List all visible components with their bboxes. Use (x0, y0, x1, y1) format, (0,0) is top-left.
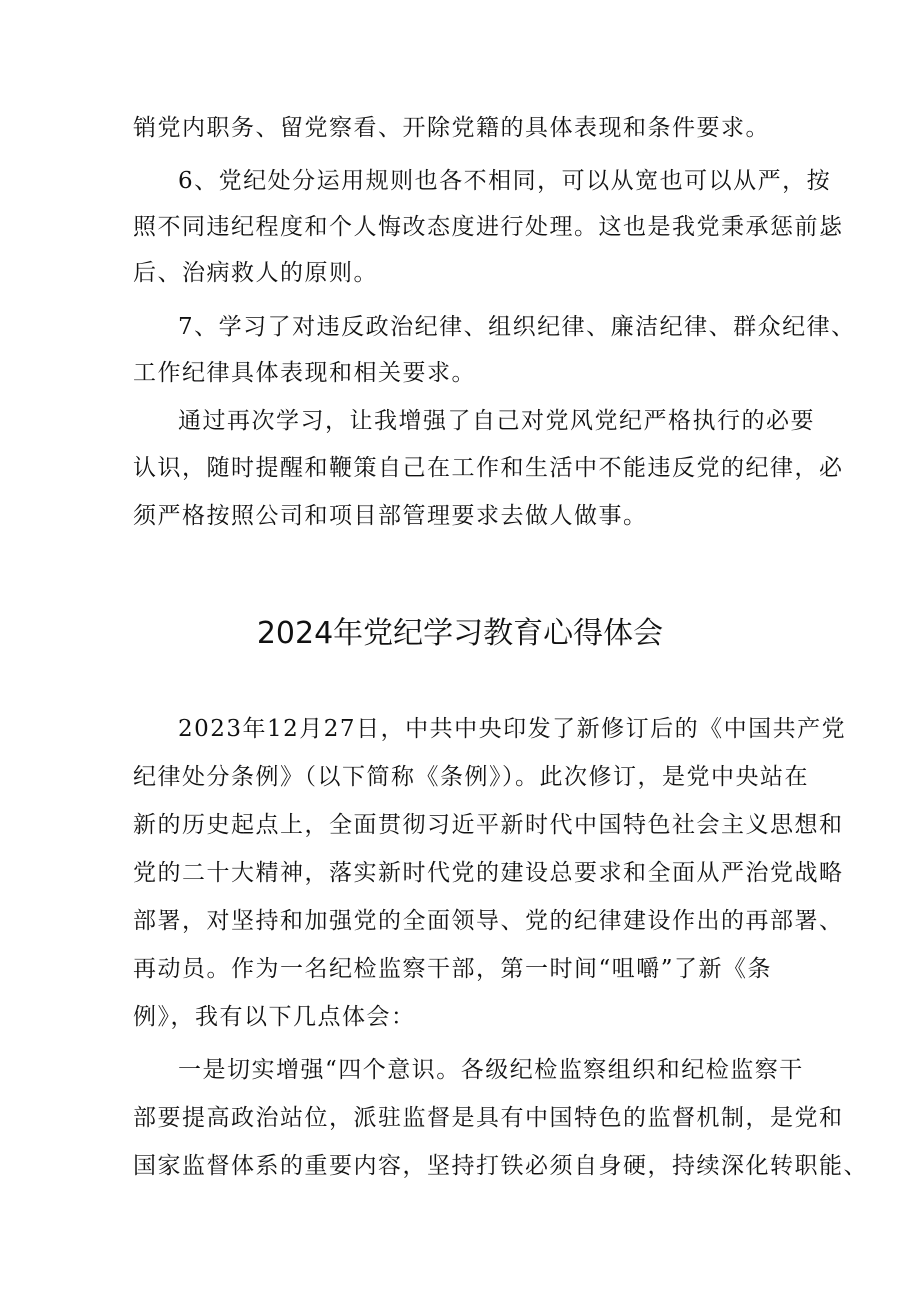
paragraph-line: 部要提高政治站位，派驻监督是具有中国特色的监督机制，是党和 (133, 1105, 844, 1131)
paragraph-line: 销党内职务、留党察看、开除党籍的具体表现和条件要求。 (133, 115, 770, 141)
paragraph-line: 须严格按照公司和项目部管理要求去做人做事。 (133, 503, 648, 529)
paragraph-line: 例》，我有以下几点体会： (133, 1004, 416, 1030)
paragraph-line: 再动员。作为一名纪检监察干部，第一时间“咀嚼”了新《条 (133, 956, 773, 982)
paragraph-line: 部署，对坚持和加强党的全面领导、党的纪律建设作出的再部署、 (133, 908, 844, 934)
paragraph-line: 6、党纪处分运用规则也各不相同，可以从宽也可以从严，按 (178, 168, 832, 194)
page-title: 2024年党纪学习教育心得体会 (256, 616, 664, 651)
paragraph-line: 党的二十大精神，落实新时代党的建设总要求和全面从严治党战略 (133, 860, 844, 886)
paragraph-line: 照不同违纪程度和个人悔改态度进行处理。这也是我党秉承惩前毖 (133, 214, 844, 240)
paragraph-line: 2023年12月27日，中共中央印发了新修订后的《中国共产党 (178, 716, 847, 742)
paragraph-line: 通过再次学习，让我增强了自己对党风党纪严格执行的必要 (178, 408, 815, 434)
paragraph-line: 新的历史起点上，全面贯彻习近平新时代中国特色社会主义思想和 (133, 812, 844, 838)
paragraph-line: 工作纪律具体表现和相关要求。 (133, 360, 476, 386)
paragraph-line: 7、学习了对违反政治纪律、组织纪律、廉洁纪律、群众纪律、 (178, 314, 856, 340)
paragraph-line: 一是切实增强“四个意识。各级纪检监察组织和纪检监察干 (178, 1057, 804, 1083)
paragraph-line: 纪律处分条例》（以下简称《条例》）。此次修订，是党中央站在 (133, 764, 809, 790)
paragraph-line: 国家监督体系的重要内容，坚持打铁必须自身硬，持续深化转职能、 (133, 1153, 868, 1179)
paragraph-line: 后、治病救人的原则。 (133, 260, 378, 286)
paragraph-line: 认识，随时提醒和鞭策自己在工作和生活中不能违反党的纪律，必 (133, 455, 844, 481)
